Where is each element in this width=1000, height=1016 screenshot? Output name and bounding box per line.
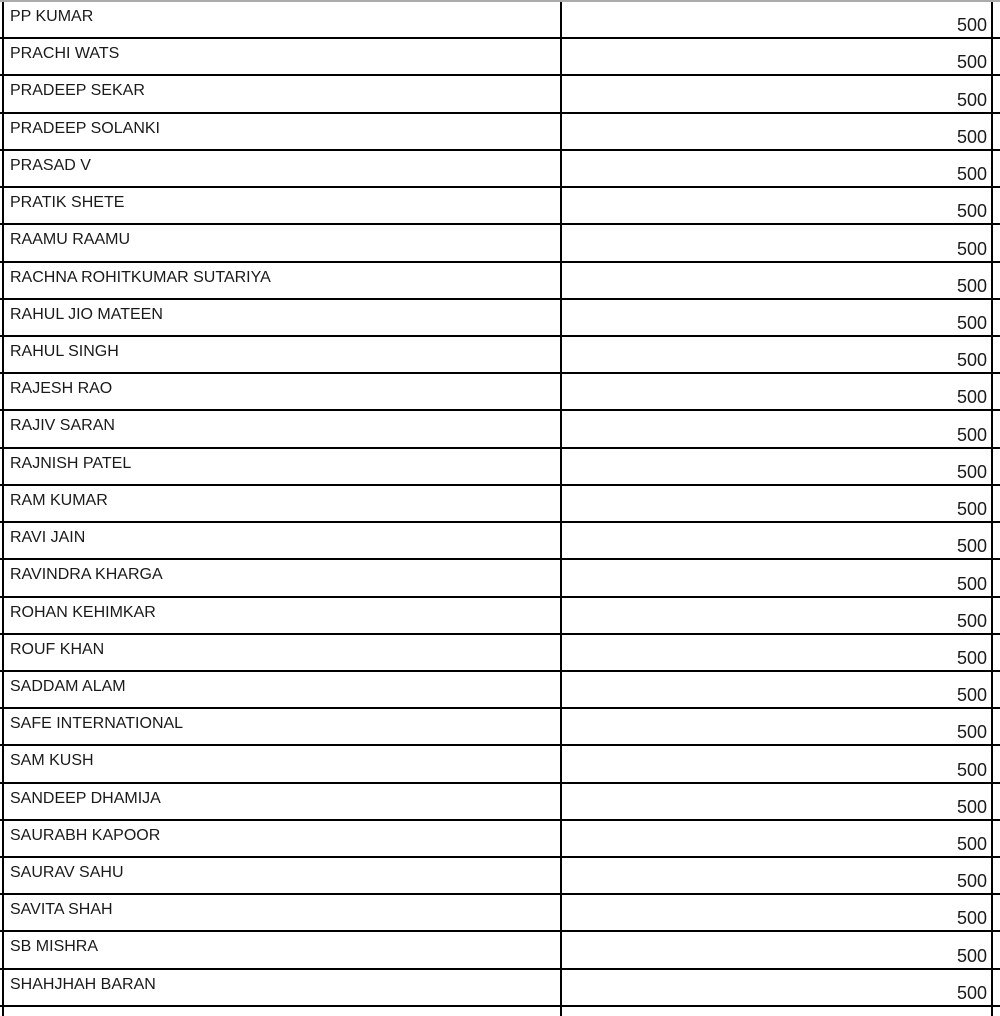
amount-cell[interactable]: 500 [562, 970, 993, 1005]
table-row [0, 746, 1000, 783]
overflow-column-sliver [993, 337, 1000, 372]
table-row [0, 151, 1000, 188]
table-row [0, 337, 1000, 374]
overflow-column-sliver [993, 225, 1000, 260]
name-cell[interactable]: SAM KUSH [2, 746, 562, 781]
amount-cell[interactable]: 500 [562, 486, 993, 521]
amount-cell[interactable]: 500 [562, 300, 993, 335]
amount-cell[interactable]: 500 [562, 76, 993, 111]
name-cell[interactable]: SAURAV SAHU [2, 858, 562, 893]
name-cell[interactable]: PRASAD V [2, 151, 562, 186]
name-cell[interactable]: RAJIV SARAN [2, 411, 562, 446]
name-cell[interactable]: PRATIK SHETE [2, 188, 562, 223]
name-cell[interactable]: SANDEEP DHAMIJA [2, 784, 562, 819]
overflow-column-sliver [993, 263, 1000, 298]
table-row [0, 300, 1000, 337]
overflow-column-sliver [993, 895, 1000, 930]
table-row [0, 709, 1000, 746]
table-row [0, 672, 1000, 709]
overflow-column-sliver [993, 374, 1000, 409]
overflow-column-sliver [993, 188, 1000, 223]
overflow-column-sliver [993, 746, 1000, 781]
table-row [0, 970, 1000, 1007]
table-row [0, 263, 1000, 300]
amount-cell[interactable]: 500 [562, 225, 993, 260]
amount-cell[interactable]: 500 [562, 337, 993, 372]
table-row [0, 449, 1000, 486]
name-cell[interactable]: PRADEEP SOLANKI [2, 114, 562, 149]
overflow-column-sliver [993, 486, 1000, 521]
name-cell[interactable]: RAVINDRA KHARGA [2, 560, 562, 595]
table-row [0, 895, 1000, 932]
amount-cell[interactable]: 500 [562, 411, 993, 446]
overflow-column-sliver [993, 76, 1000, 111]
table-row [0, 486, 1000, 523]
amount-cell[interactable]: 500 [562, 784, 993, 819]
overflow-column-sliver [993, 39, 1000, 74]
amount-cell[interactable]: 500 [562, 635, 993, 670]
table-row [0, 76, 1000, 113]
overflow-column-sliver [993, 449, 1000, 484]
overflow-column-sliver [993, 560, 1000, 595]
table-row [0, 374, 1000, 411]
overflow-column-sliver [993, 151, 1000, 186]
amount-cell[interactable]: 500 [562, 672, 993, 707]
overflow-column-sliver [993, 858, 1000, 893]
name-cell[interactable]: RAHUL SINGH [2, 337, 562, 372]
overflow-column-sliver [993, 598, 1000, 633]
amount-cell[interactable]: 500 [562, 932, 993, 967]
amount-cell[interactable]: 500 [562, 374, 993, 409]
amount-cell[interactable]: 500 [562, 151, 993, 186]
amount-cell[interactable]: 500 [562, 523, 993, 558]
table-row [0, 598, 1000, 635]
amount-cell[interactable]: 500 [562, 39, 993, 74]
table-row [0, 858, 1000, 895]
name-cell[interactable]: RAHUL JIO MATEEN [2, 300, 562, 335]
amount-cell[interactable]: 500 [562, 560, 993, 595]
amount-cell[interactable]: 500 [562, 821, 993, 856]
overflow-column-sliver [993, 784, 1000, 819]
table-row [0, 188, 1000, 225]
table-row [0, 560, 1000, 597]
amount-cell[interactable]: 500 [562, 858, 993, 893]
amount-cell[interactable]: 500 [562, 263, 993, 298]
amount-cell[interactable]: 500 [562, 114, 993, 149]
name-cell[interactable]: PRADEEP SEKAR [2, 76, 562, 111]
name-cell[interactable]: RAJNISH PATEL [2, 449, 562, 484]
name-cell[interactable]: RAAMU RAAMU [2, 225, 562, 260]
overflow-column-sliver [993, 114, 1000, 149]
overflow-column-sliver [993, 2, 1000, 37]
overflow-column-sliver [993, 411, 1000, 446]
amount-cell[interactable]: 500 [562, 746, 993, 781]
table-row [0, 225, 1000, 262]
overflow-column-sliver [993, 523, 1000, 558]
amount-cell[interactable]: 500 [562, 188, 993, 223]
name-cell[interactable]: SHAHJHAH BARAN [2, 970, 562, 1005]
name-cell[interactable]: RAVI JAIN [2, 523, 562, 558]
table-row [0, 2, 1000, 39]
name-cell[interactable]: SAFE INTERNATIONAL [2, 709, 562, 744]
amount-cell[interactable]: 500 [562, 449, 993, 484]
table-row [0, 635, 1000, 672]
table-row [0, 932, 1000, 969]
overflow-column-sliver [993, 970, 1000, 1005]
name-cell[interactable]: ROUF KHAN [2, 635, 562, 670]
table-row [0, 114, 1000, 151]
name-cell[interactable]: SB MISHRA [2, 932, 562, 967]
table-row [0, 39, 1000, 76]
overflow-column-sliver [993, 709, 1000, 744]
amount-cell[interactable]: 500 [562, 895, 993, 930]
name-cell[interactable]: ROHAN KEHIMKAR [2, 598, 562, 633]
amount-cell[interactable]: 500 [562, 2, 993, 37]
overflow-column-sliver [993, 300, 1000, 335]
table-row [0, 784, 1000, 821]
name-cell[interactable]: SADDAM ALAM [2, 672, 562, 707]
name-cell[interactable]: RACHNA ROHITKUMAR SUTARIYA [2, 263, 562, 298]
name-cell[interactable]: SAURABH KAPOOR [2, 821, 562, 856]
overflow-column-sliver [993, 672, 1000, 707]
overflow-column-sliver [993, 635, 1000, 670]
name-cell[interactable]: RAJESH RAO [2, 374, 562, 409]
amount-cell[interactable]: 500 [562, 709, 993, 744]
name-cell[interactable]: RAM KUMAR [2, 486, 562, 521]
overflow-column-sliver [993, 932, 1000, 967]
amount-cell[interactable]: 500 [562, 598, 993, 633]
table-row [0, 523, 1000, 560]
name-cell[interactable]: PRACHI WATS [2, 39, 562, 74]
overflow-column-sliver [993, 821, 1000, 856]
name-cell[interactable]: SAVITA SHAH [2, 895, 562, 930]
table-row [0, 411, 1000, 448]
name-cell[interactable]: PP KUMAR [2, 2, 562, 37]
table-row [0, 821, 1000, 858]
